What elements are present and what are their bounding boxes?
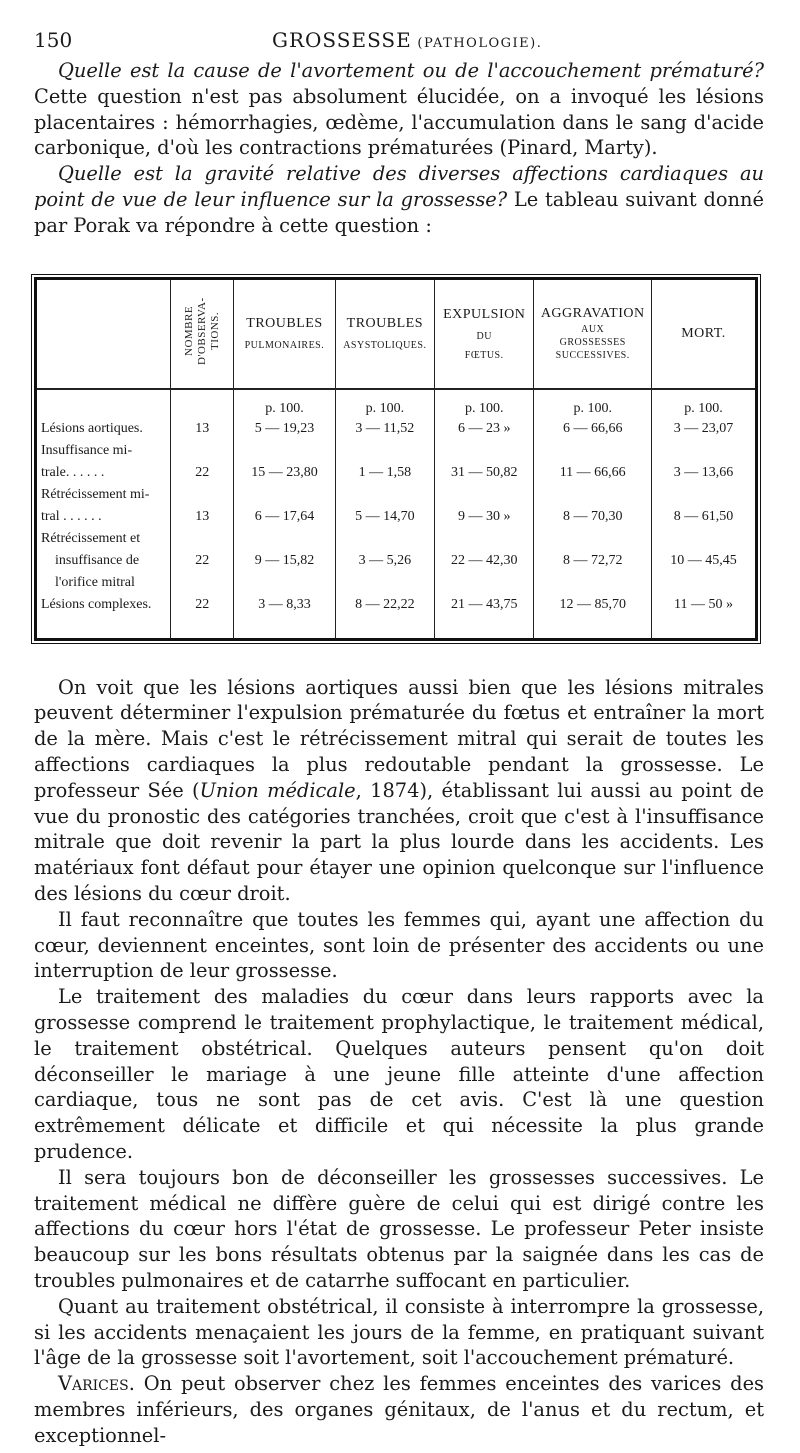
row-count: 22 bbox=[171, 594, 234, 616]
running-subtitle-text: (PATHOLOGIE). bbox=[417, 36, 543, 51]
question-2: Quelle est la gravité relative des diverses affections cardiaques au point de vue de leur influence sur la grossesse? bbox=[34, 162, 764, 211]
header-label-column bbox=[37, 280, 171, 389]
paragraph-3 bbox=[34, 675, 764, 907]
header-asystolic bbox=[335, 280, 434, 389]
unit-cell: p. 100. bbox=[435, 389, 534, 418]
row-label: Lésions aortiques. bbox=[41, 420, 143, 436]
paragraph-8-text: On peut observer chez les femmes enceintes des varices des membres inférieurs, des organes génitaux, de l'anus et du rectum, et exceptionnel- bbox=[34, 1372, 764, 1447]
cell-death: 3 — 13,66 bbox=[652, 462, 755, 484]
row-label-cont: insuffisance de bbox=[55, 552, 140, 568]
cell-asystolic: 3 — 11,52 bbox=[335, 418, 434, 440]
table-row bbox=[37, 594, 755, 616]
paragraph-1-text: Cette question n'est pas absolument élucidée, on a invoqué les lésions placentaires : hémorrhagies, œdème, l'accumulation dans le sang d'acide carbonique, d'où les contractions prématurées (Pinard, Marty). bbox=[34, 84, 764, 160]
row-count: 13 bbox=[171, 418, 234, 440]
table-row bbox=[37, 462, 755, 484]
row-label-cont: trale. . . . . . bbox=[41, 464, 105, 480]
header-aggravation bbox=[534, 280, 652, 389]
row-count: 13 bbox=[171, 506, 234, 528]
question-1: Quelle est la cause de l'avortement ou de l'accouchement prématuré? bbox=[58, 59, 764, 82]
header-aggravation-a: AGGRAVATION bbox=[540, 306, 645, 322]
paragraph-5: Le traitement des maladies du cœur dans leurs rapports avec la grossesse comprend le traitement prophylactique, le traitement médical, le traitement obstétrical. Quelques auteurs pensent qu'on doit déconseiller le mariage à une jeune fille atteinte d'une affection cardiaque, tous ne sont pas de cet avis. C'est là une question extrêmement délicate et difficile et qui nécessite la plus grande prudence. bbox=[34, 985, 764, 1163]
table-header-row bbox=[37, 280, 755, 389]
table-row bbox=[37, 528, 755, 550]
table-row bbox=[37, 440, 755, 462]
cell-aggravation: 12 — 85,70 bbox=[534, 594, 652, 616]
header-pulmonary bbox=[234, 280, 335, 389]
running-title: GROSSESSE bbox=[272, 28, 412, 52]
cell-death: 11 — 50 » bbox=[652, 594, 755, 616]
cell-expulsion: 6 — 23 » bbox=[435, 418, 534, 440]
cell-expulsion: 9 — 30 » bbox=[435, 506, 534, 528]
paragraph-question-2 bbox=[34, 161, 764, 238]
section-heading-varices: Varices. bbox=[58, 1372, 135, 1396]
header-asystolic-a: TROUBLES bbox=[346, 316, 423, 332]
paragraph-3-b: , 1874), établissant lui aussi au point de vue du pronostic des catégories tranchées, croit que c'est à l'insuffisance mitrale que doit revenir la part la plus lourde dans les accidents. Les matériaux font défaut pour étayer une opinion quelconque sur l'influence des lésions du cœur droit. bbox=[34, 778, 764, 905]
table-row bbox=[37, 506, 755, 528]
row-label-cont: l'orifice mitral bbox=[55, 574, 135, 590]
header-expulsion-b: DU bbox=[476, 330, 492, 342]
unit-cell: p. 100. bbox=[534, 389, 652, 418]
cell-expulsion: 21 — 43,75 bbox=[435, 594, 534, 616]
header-asystolic-b: ASYSTOLIQUES. bbox=[343, 340, 427, 352]
cell-pulmonary: 9 — 15,82 bbox=[234, 550, 335, 572]
table-unit-row bbox=[37, 389, 755, 418]
header-expulsion-a: EXPULSION bbox=[443, 306, 526, 322]
cell-expulsion: 31 — 50,82 bbox=[435, 462, 534, 484]
row-count: 22 bbox=[171, 550, 234, 572]
table-row bbox=[37, 418, 755, 440]
table-row bbox=[37, 550, 755, 572]
cell-asystolic: 8 — 22,22 bbox=[335, 594, 434, 616]
unit-cell: p. 100. bbox=[652, 389, 755, 418]
citation-union-medicale: Union médicale bbox=[199, 778, 356, 802]
cell-asystolic: 1 — 1,58 bbox=[335, 462, 434, 484]
cell-asystolic: 5 — 14,70 bbox=[335, 506, 434, 528]
header-pulmonary-a: TROUBLES bbox=[246, 316, 323, 332]
header-aggravation-b: AUX bbox=[581, 324, 605, 336]
table-row bbox=[37, 572, 755, 594]
paragraph-8 bbox=[34, 1371, 764, 1448]
paragraph-4: Il faut reconnaître que toutes les femmes qui, ayant une affection du cœur, deviennent enceintes, sont loin de présenter des accidents ou une interruption de leur grossesse. bbox=[34, 907, 764, 983]
header-expulsion bbox=[435, 280, 534, 389]
body-text bbox=[34, 675, 764, 1449]
paragraph-6: Il sera toujours bon de déconseiller les grossesses successives. Le traitement médical ne diffère guère de celui qui est dirigé contre les affections du cœur hors l'état de grossesse. Le professeur Peter insiste beaucoup sur les bons résultats obtenus par la saignée dans les cas de troubles pulmonaires et de catarrhe suffocant en particulier. bbox=[34, 1165, 764, 1292]
table-row bbox=[37, 484, 755, 506]
cell-death: 3 — 23,07 bbox=[652, 418, 755, 440]
header-expulsion-c: FŒTUS. bbox=[464, 349, 504, 361]
row-label-cont: tral . . . . . . bbox=[41, 508, 102, 524]
cell-death: 10 — 45,45 bbox=[652, 550, 755, 572]
cell-aggravation: 8 — 70,30 bbox=[534, 506, 652, 528]
header-pulmonary-b: PULMONAIRES. bbox=[244, 340, 325, 352]
cell-pulmonary: 6 — 17,64 bbox=[234, 506, 335, 528]
row-label: Rétrécissement mi- bbox=[41, 486, 150, 502]
header-aggravation-d: SUCCESSIVES. bbox=[555, 350, 630, 362]
unit-cell: p. 100. bbox=[335, 389, 434, 418]
running-header bbox=[34, 28, 764, 58]
page-number: 150 bbox=[34, 28, 73, 52]
paragraph-3-a: On voit que les lésions aortiques aussi bien que les lésions mitrales peuvent déterminer l'expulsion prématurée du fœtus et entraîner la mort de la mère. Mais c'est le rétrécissement mitral qui serait de toutes les affections cardiaques la plus redoutable pendant la grossesse. Le professeur Sée ( bbox=[34, 675, 764, 802]
cell-aggravation: 8 — 72,72 bbox=[534, 550, 652, 572]
paragraph-question-1 bbox=[34, 58, 764, 161]
unit-cell: p. 100. bbox=[234, 389, 335, 418]
page bbox=[34, 28, 764, 1448]
cell-aggravation: 6 — 66,66 bbox=[534, 418, 652, 440]
header-aggravation-c: GROSSESSES bbox=[559, 337, 626, 349]
cell-pulmonary: 3 — 8,33 bbox=[234, 594, 335, 616]
cell-aggravation: 11 — 66,66 bbox=[534, 462, 652, 484]
statistics-table bbox=[34, 277, 758, 641]
header-death bbox=[652, 280, 755, 389]
row-label: Insuffisance mi- bbox=[41, 442, 133, 458]
row-label: Rétrécissement et bbox=[41, 530, 141, 546]
header-death-text: MORT. bbox=[681, 325, 726, 341]
header-observations-text: NOMBRE D'OBSERVA- TIONS. bbox=[182, 297, 221, 365]
row-count: 22 bbox=[171, 462, 234, 484]
paragraph-7: Quant au traitement obstétrical, il consiste à interrompre la grossesse, si les accidents menaçaient les jours de la femme, en pratiquant suivant l'âge de la grossesse soit l'avortement, soit l'accouchement prématuré. bbox=[34, 1294, 764, 1370]
running-subtitle bbox=[412, 36, 543, 51]
cell-expulsion: 22 — 42,30 bbox=[435, 550, 534, 572]
paragraph-2-text: Le tableau suivant donné par Porak va répondre à cette question : bbox=[34, 187, 764, 237]
cell-asystolic: 3 — 5,26 bbox=[335, 550, 434, 572]
row-label: Lésions complexes. bbox=[41, 596, 152, 612]
header-observations bbox=[171, 280, 234, 389]
cell-pulmonary: 15 — 23,80 bbox=[234, 462, 335, 484]
cell-death: 8 — 61,50 bbox=[652, 506, 755, 528]
cell-pulmonary: 5 — 19,23 bbox=[234, 418, 335, 440]
